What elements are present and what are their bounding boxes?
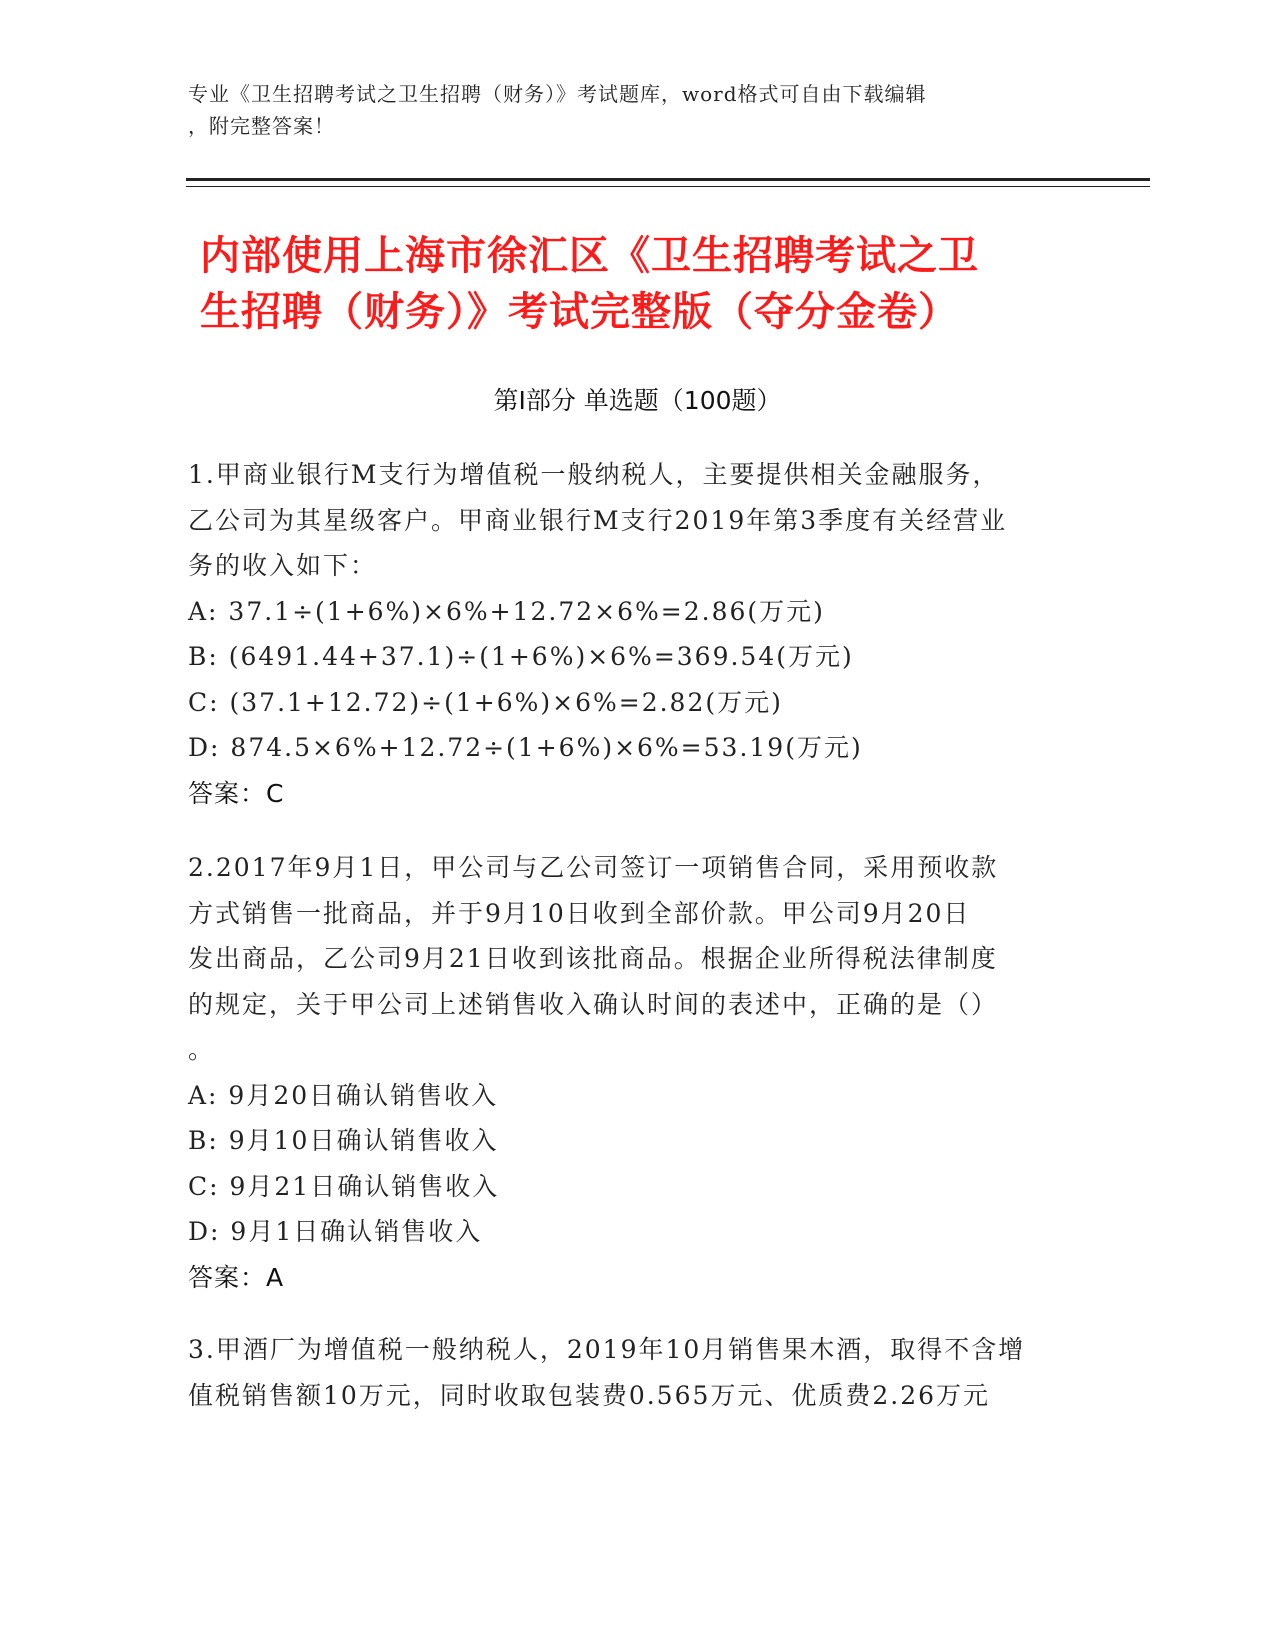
- option-c: C: (37.1+12.72)÷(1+6%)×6%=2.82(万元): [188, 687, 783, 717]
- question-stem-line: 方式销售一批商品，并于9月10日收到全部价款。甲公司9月20日: [188, 898, 971, 928]
- question-stem-line: 务的收入如下：: [188, 551, 378, 580]
- question-1: [188, 452, 1078, 816]
- document-title-line: 内部使用上海市徐汇区《卫生招聘考试之卫: [200, 233, 979, 279]
- header-rule-thin: [186, 186, 1150, 187]
- question-stem-line: 乙公司为其星级客户。甲商业银行M支行2019年第3季度有关经营业: [188, 505, 1008, 535]
- question-stem-line: 2.2017年9月1日，甲公司与乙公司签订一项销售合同，采用预收款: [188, 853, 999, 882]
- header-note-line: 专业《卫生招聘考试之卫生招聘（财务）》考试题库，word格式可自由下载编辑: [188, 82, 927, 106]
- option-b: B: 9月10日确认销售收入: [188, 1126, 499, 1155]
- header-rule-thick: [186, 178, 1150, 181]
- option-b: B: (6491.44+37.1)÷(1+6%)×6%=369.54(万元): [188, 642, 854, 671]
- option-c: C: 9月21日确认销售收入: [188, 1171, 500, 1201]
- document-title-line: 生招聘（财务）》考试完整版（夺分金卷）: [200, 289, 959, 335]
- answer-line: 答案：A: [188, 1262, 285, 1292]
- question-stem-line: 值税销售额10万元，同时收取包装费0.565万元、优质费2.26万元: [188, 1380, 991, 1410]
- answer-line: 答案：C: [188, 778, 285, 808]
- question-2: [188, 845, 1078, 1300]
- option-a: A: 9月20日确认销售收入: [188, 1080, 499, 1110]
- document-title: [200, 228, 1090, 340]
- option-d: D: 9月1日确认销售收入: [188, 1217, 483, 1246]
- option-d: D: 874.5×6%+12.72÷(1+6%)×6%=53.19(万元): [188, 733, 863, 762]
- header-note: [188, 78, 1068, 142]
- question-stem-line: 。: [188, 1035, 216, 1064]
- header-note-line: ，附完整答案！: [188, 114, 335, 138]
- section-title: 第Ⅰ部分 单选题（100题）: [493, 386, 782, 415]
- question-3: [188, 1327, 1078, 1418]
- question-stem-line: 1.甲商业银行M支行为增值税一般纳税人，主要提供相关金融服务，: [188, 460, 1000, 489]
- option-a: A: 37.1÷(1+6%)×6%+12.72×6%=2.86(万元): [188, 596, 825, 626]
- question-stem-line: 的规定，关于甲公司上述销售收入确认时间的表述中，正确的是（）: [188, 989, 999, 1019]
- question-stem-line: 发出商品，乙公司9月21日收到该批商品。根据企业所得税法律制度: [188, 944, 998, 973]
- question-stem-line: 3.甲酒厂为增值税一般纳税人，2019年10月销售果木酒，取得不含增: [188, 1335, 1026, 1364]
